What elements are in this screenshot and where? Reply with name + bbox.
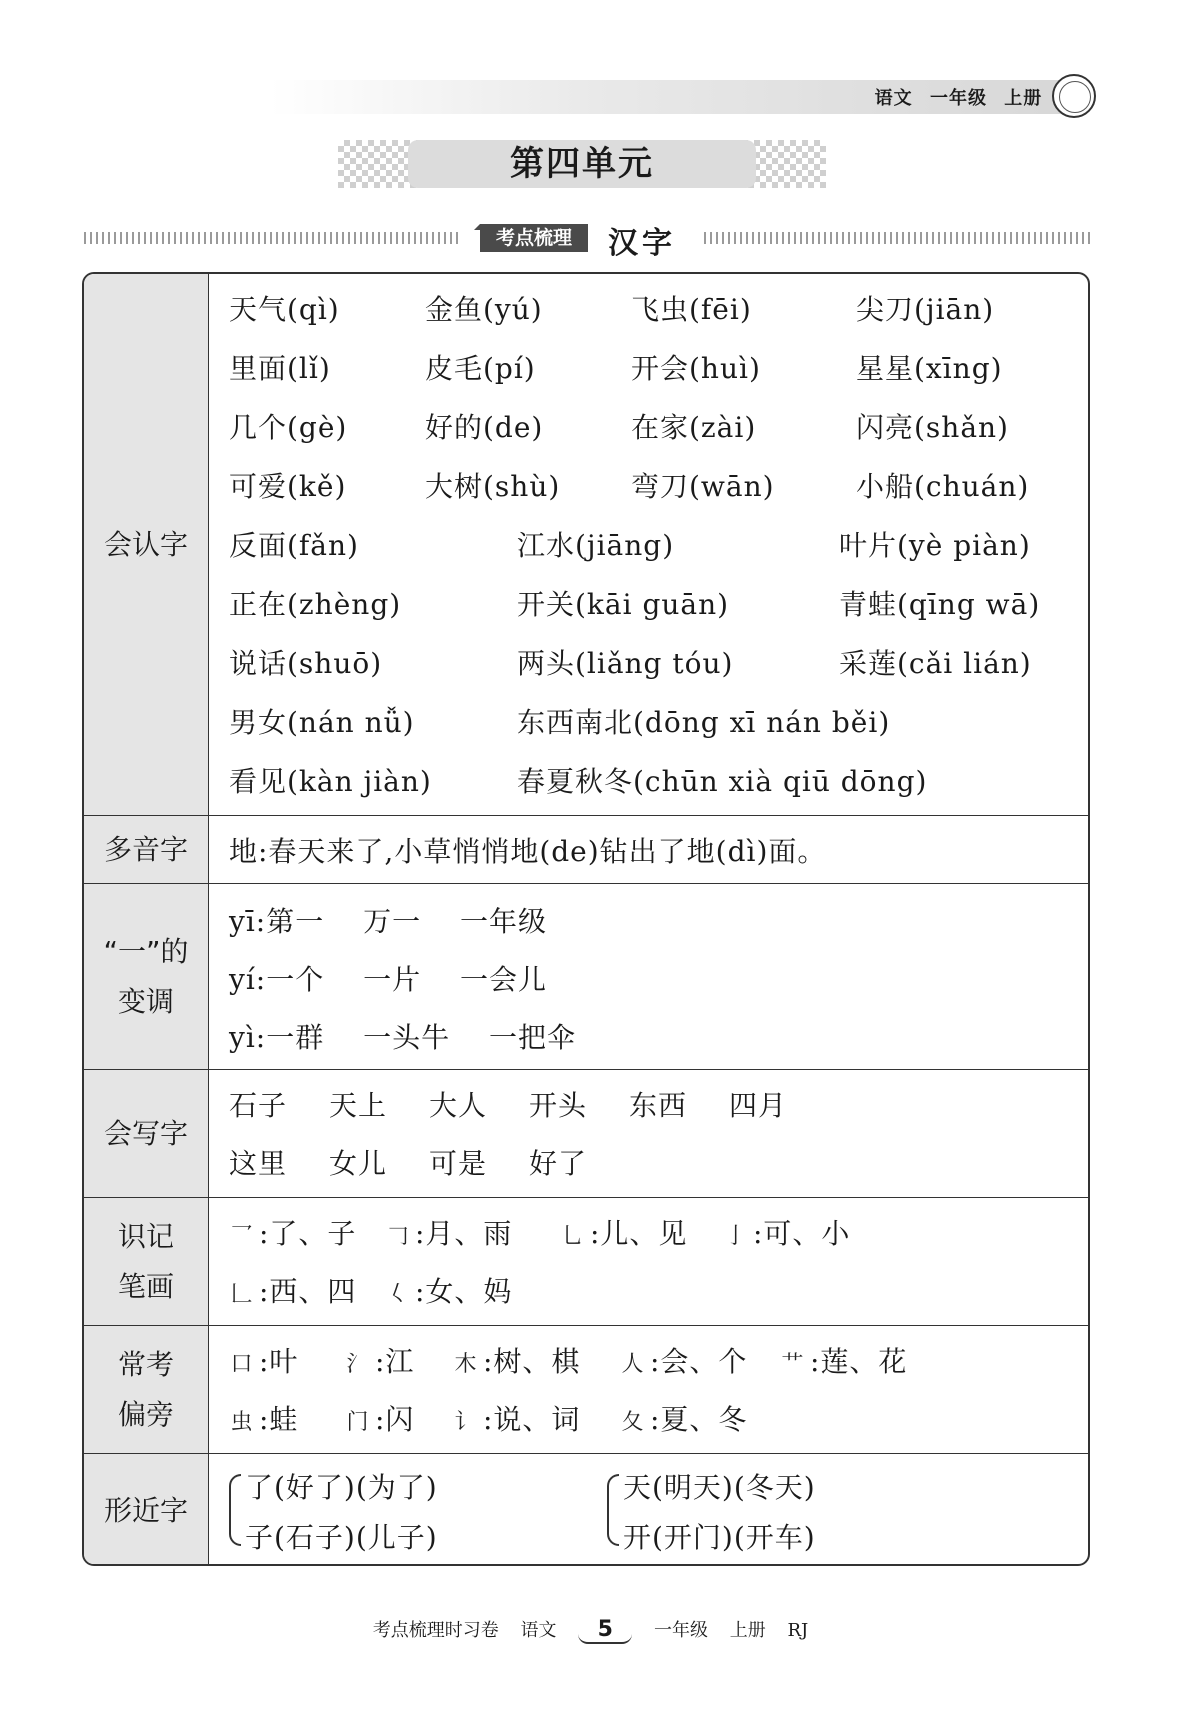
similar-item: 子(石子)(儿子) [245,1521,438,1554]
stroke-chars: :西、四 [259,1275,357,1308]
header-subject: 语文 [874,88,913,109]
row-label: 会认字 [84,274,209,815]
list-item: 看见(kàn jiàn) [229,765,432,798]
stroke-chars: :月、雨 [415,1217,513,1250]
row-yi-tone [84,884,1088,1070]
radical-item [616,1398,747,1438]
stroke-glyph: 𡿨 [386,1282,410,1307]
radical-item [776,1340,907,1380]
list-item: 开头 [529,1089,588,1122]
unit-banner [338,140,826,188]
radical-glyph: 讠 [454,1410,478,1435]
publisher-seal-icon [1052,74,1096,118]
list-item: 皮毛(pí) [425,352,536,385]
section-title: 汉字 [608,226,676,261]
list-item: 飞虫(fēi) [631,293,752,326]
similar-item: 开(开门)(开车) [623,1521,816,1554]
row-label-line: 笔画 [117,1269,174,1303]
stroke-item [719,1212,850,1252]
header-term: 上册 [1004,88,1043,109]
list-item: 金鱼(yú) [425,293,543,326]
footer-term: 上册 [729,1620,766,1641]
footer-subject: 语文 [520,1620,557,1641]
radical-item [616,1340,747,1380]
stroke-chars: :了、子 [259,1217,357,1250]
stroke-chars: :儿、见 [590,1217,688,1250]
write-cell [211,1070,1088,1197]
list-item: 东西 [629,1089,688,1122]
footer-series: 考点梳理时习卷 [372,1620,499,1641]
radical-chars: :夏、冬 [650,1403,748,1436]
radical-glyph: 口 [230,1352,254,1377]
similar-item: 了(好了)(为了) [245,1471,438,1504]
yi-tone-line: yì:一群 一头牛 一把伞 [229,1021,577,1054]
polyphone-text: 地:春天来了,小草悄悄地(de)钻出了地(dì)面。 [229,835,827,868]
radical-glyph: 氵 [346,1352,370,1377]
list-item: 采莲(cǎi lián) [839,647,1032,680]
polyphone-cell [211,816,1088,883]
radical-item [449,1340,580,1380]
yi-tone-line: yí:一个 一片 一会儿 [229,963,548,996]
header-grade: 一年级 [929,88,987,109]
list-item: 江水(jiāng) [517,529,675,562]
similar-cell [211,1454,1088,1566]
brace-icon [607,1474,619,1546]
row-label [84,1326,209,1453]
list-item: 开关(kāi guān) [517,588,730,621]
radical-item [225,1398,298,1438]
row-label [84,1198,209,1325]
stroke-glyph: 乛 [230,1224,254,1249]
section-tag: 考点梳理 [480,224,588,252]
list-item: 里面(lǐ) [229,352,331,385]
stroke-glyph: 亅 [724,1224,748,1249]
list-item: 青蛙(qīng wā) [839,588,1041,621]
row-label: 多音字 [84,816,209,883]
stroke-item [381,1270,512,1310]
radical-chars: :会、个 [650,1345,748,1378]
dotted-rule-right [704,232,1094,244]
list-item: 开会(huì) [631,352,761,385]
list-item: 春夏秋冬(chūn xià qiū dōng) [517,765,928,798]
list-item: 闪亮(shǎn) [856,411,1009,444]
stroke-glyph: 𠃊 [230,1282,254,1307]
radical-chars: :江 [375,1345,415,1378]
list-item: 天气(qì) [229,293,340,326]
footer-edition: RJ [787,1620,809,1641]
radical-glyph: 门 [346,1410,370,1435]
stroke-chars: :女、妈 [415,1275,513,1308]
radical-item [341,1398,414,1438]
row-similar [84,1454,1088,1566]
list-item: 尖刀(jiān) [856,293,995,326]
row-label [84,884,209,1069]
list-item: 可是 [429,1147,488,1180]
row-strokes [84,1198,1088,1326]
list-item: 几个(gè) [229,411,348,444]
radicals-cell [211,1326,1088,1453]
list-item: 反面(fǎn) [229,529,359,562]
row-write [84,1070,1088,1198]
radical-item [449,1398,580,1438]
stroke-glyph: 乚 [561,1224,585,1249]
list-item: 两头(liǎng tóu) [517,647,734,680]
stroke-item [225,1212,356,1252]
list-item: 这里 [229,1147,288,1180]
row-label-line: 偏旁 [117,1397,174,1431]
dotted-rule-left [84,232,462,244]
unit-title: 第四单元 [408,140,756,188]
radical-glyph: 夂 [621,1410,645,1435]
radical-chars: :说、词 [483,1403,581,1436]
stroke-item [556,1212,687,1252]
radical-chars: :树、棋 [483,1345,581,1378]
list-item: 东西南北(dōng xī nán běi) [517,706,891,739]
list-item: 好了 [529,1147,588,1180]
radical-glyph: 艹 [781,1352,805,1377]
radical-glyph: 人 [621,1352,645,1377]
list-item: 弯刀(wān) [631,470,775,503]
radical-item [225,1340,298,1380]
radical-item [341,1340,414,1380]
strokes-cell [211,1198,1088,1325]
list-item: 说话(shuō) [229,647,383,680]
summary-table [82,272,1090,1566]
footer-grade: 一年级 [653,1620,708,1641]
list-item: 可爱(kě) [229,470,347,503]
radical-glyph: 木 [454,1352,478,1377]
stroke-item [381,1212,512,1252]
recognize-cell [211,274,1088,815]
radical-chars: :蛙 [259,1403,299,1436]
list-item: 小船(chuán) [856,470,1030,503]
yi-tone-line: yī:第一 万一 一年级 [229,905,548,938]
row-label-line: 常考 [117,1347,174,1381]
list-item: 大树(shù) [425,470,561,503]
list-item: 天上 [329,1089,388,1122]
list-item: 叶片(yè piàn) [839,529,1031,562]
brace-icon [229,1474,241,1546]
row-recognize [84,274,1088,816]
list-item: 正在(zhèng) [229,588,402,621]
list-item: 女儿 [329,1147,388,1180]
stroke-glyph: 𠃌 [386,1224,410,1249]
list-item: 石子 [229,1089,288,1122]
row-label: 形近字 [84,1454,209,1566]
yi-tone-cell [211,884,1088,1069]
list-item: 在家(zài) [631,411,757,444]
list-item: 星星(xīng) [856,352,1003,385]
row-label-line: 识记 [117,1219,174,1253]
list-item: 好的(de) [425,411,544,444]
stroke-chars: :可、小 [753,1217,851,1250]
page-number: 5 [578,1617,632,1644]
section-header [84,220,1094,261]
row-label-line: “一”的 [103,934,189,968]
radical-chars: :闪 [375,1403,415,1436]
row-label-line: 变调 [117,984,174,1018]
row-polyphone [84,816,1088,884]
radical-glyph: 虫 [230,1410,254,1435]
row-label: 会写字 [84,1070,209,1197]
radical-chars: :叶 [259,1345,299,1378]
list-item: 男女(nán nǚ) [229,706,415,739]
similar-item: 天(明天)(冬天) [623,1471,816,1504]
stroke-item [225,1270,356,1310]
page-footer [0,1616,1181,1644]
radical-chars: :莲、花 [810,1345,908,1378]
list-item: 大人 [429,1089,488,1122]
row-radicals [84,1326,1088,1454]
list-item: 四月 [729,1089,788,1122]
